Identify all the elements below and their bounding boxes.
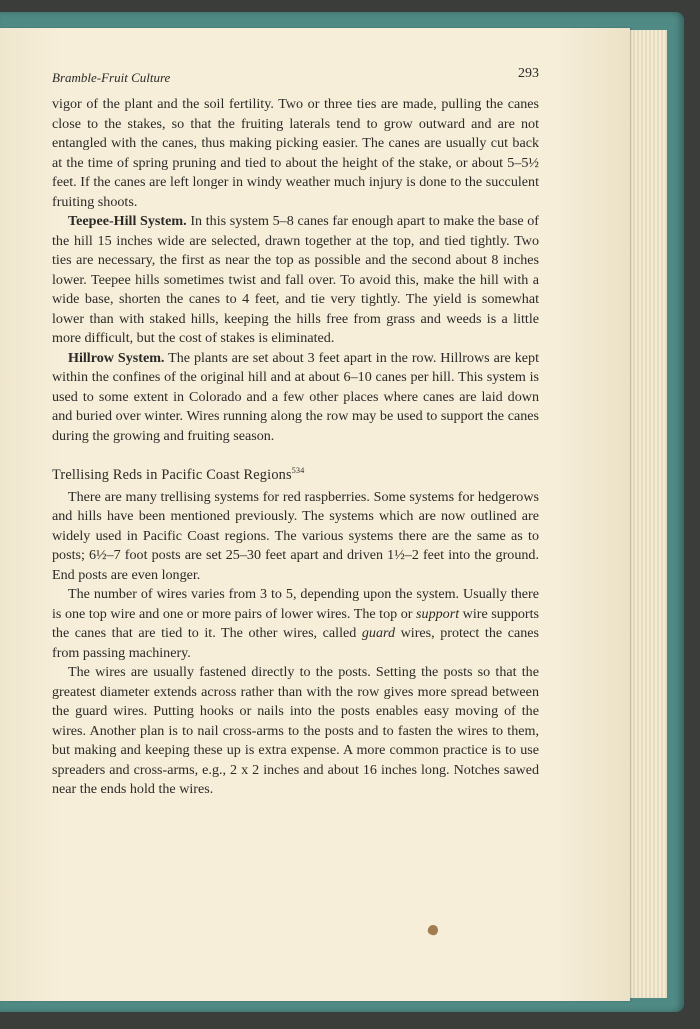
paragraph	[52, 95, 539, 212]
section-heading-text: Trellising Reds in Pacific Coast Regions	[52, 467, 292, 483]
emphasis: support	[416, 605, 460, 622]
section-heading	[52, 466, 539, 486]
paragraph-text: There are many trellising systems for red raspberries. Some systems for hedgerows and hills have been mentioned previously. The systems which are now outlined are widely used in Pacific Coast regions. The various systems there are the same as to posts; 6½–7 foot posts are set 25–30 feet apart and driven 1½–2 feet into the ground. End posts are even longer.	[52, 488, 539, 583]
paragraph-text: The wires are usually fastened directly to the posts. Setting the posts so that the greatest diameter extends across rather than with the row gives more spread between the guard wires. Putting hooks or nails into the posts enables easy moving of the wires. Another plan is to nail cross-arms to the posts and to fasten the wires to them, but making and keeping these up is extra expense. A more common practice is to use spreaders and cross-arms, e.g., 2 x 2 inches and about 16 inches long. Notches sawed near the ends hold the wires.	[52, 664, 539, 797]
page-number: 293	[518, 66, 539, 81]
page-body	[52, 95, 539, 800]
footnote-reference: 534	[291, 466, 305, 476]
run-in-heading: Teepee-Hill System.	[68, 213, 187, 229]
paragraph-text: In this system 5–8 canes far enough apart to make the base of the hill 15 inches wide are selected, drawn together at the top, and tied tightly. Two ties are necessary, the first as near the top as possible and the second about 8 inches lower. Teepee hills sometimes twist and fall over. To avoid this, make the hill with a wide base, shorten the canes to 4 feet, and tie very tightly. The yield is somewhat lower than with staked hills, keeping the hills free from grass and weeds is a little more difficult, but the cost of stakes is eliminated.	[52, 213, 539, 346]
paragraph	[52, 349, 539, 447]
paragraph	[52, 488, 539, 586]
paragraph-text: vigor of the plant and the soil fertility. Two or three ties are made, pulling the canes close to the stakes, so that the fruiting laterals tend to grow outward and are not entangled with the canes, thus making picking easier. The canes are usually cut back at the time of spring pruning and tied to about the height of the stake, or about 5–5½ feet. If the canes are left longer in windy weather much injury is done to the succulent fruiting shoots.	[52, 96, 539, 210]
paragraph-text: wire supports the canes that are tied to it. The other wires, called	[52, 605, 540, 641]
paragraph-text: wires, protect the canes from passing machinery.	[52, 625, 540, 661]
run-in-heading: Hillrow System.	[68, 349, 165, 366]
page-header	[52, 66, 539, 92]
paragraph-text: The number of wires varies from 3 to 5, depending upon the system. Usually there is one top wire and one or more pairs of lower wires. The top or	[52, 586, 539, 622]
running-head: Bramble-Fruit Culture	[52, 70, 171, 85]
paragraph-text: The plants are set about 3 feet apart in the row. Hillrows are kept within the confines of the original hill and at about 6–10 canes per hill. This system is used to some extent in Colorado and a few other places where canes are laid down and buried over winter. Wires running along the row may be used to support the canes during the growing and fruiting season.	[52, 349, 539, 444]
paragraph	[52, 585, 539, 663]
emphasis: guard	[361, 625, 396, 641]
paragraph	[52, 663, 539, 800]
paragraph	[52, 212, 539, 349]
